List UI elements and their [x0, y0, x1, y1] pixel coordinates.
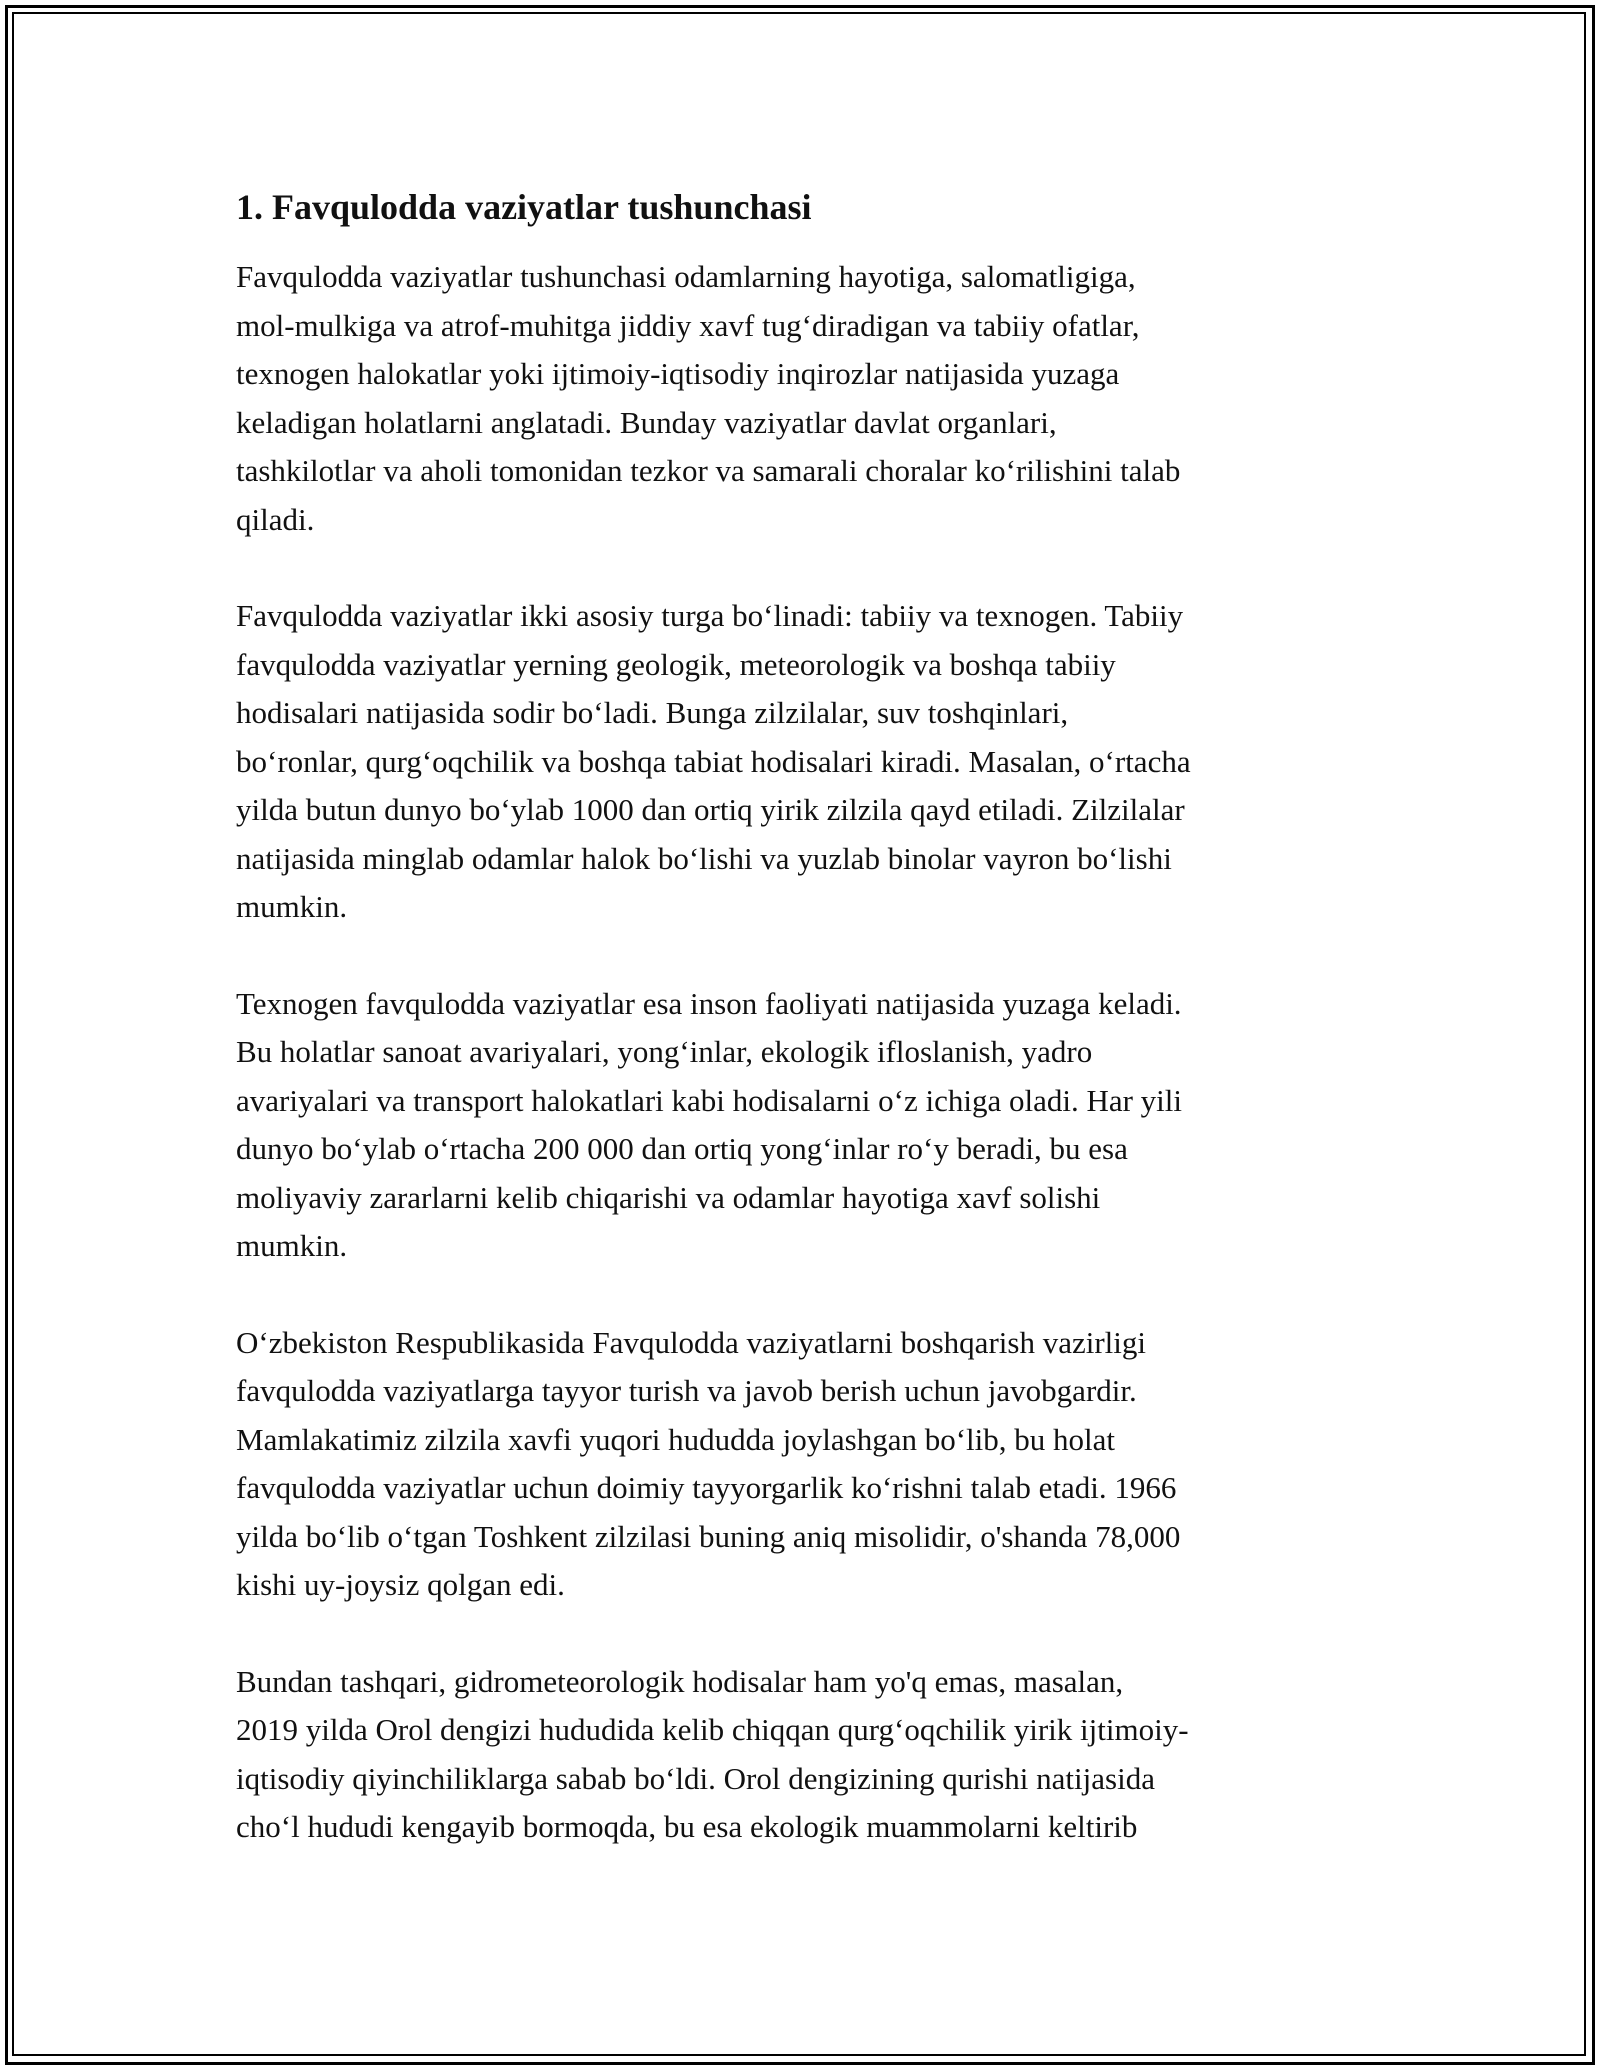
text-line: mumkin.: [236, 889, 348, 925]
text-line: Favqulodda vaziyatlar tushunchasi odamlarning hayotiga, salomatligiga,: [236, 259, 1136, 295]
text-line: Bundan tashqari, gidrometeorologik hodisalar ham yo'q emas, masalan,: [236, 1663, 1124, 1699]
document-body: [236, 186, 1386, 1852]
text-line: favqulodda vaziyatlar uchun doimiy tayyorgarlik ko‘rishni talab etadi. 1966: [236, 1470, 1177, 1506]
section-heading: 1. Favqulodda vaziyatlar tushunchasi: [236, 187, 812, 227]
text-line: favqulodda vaziyatlar yerning geologik, meteorologik va boshqa tabiiy: [236, 646, 1116, 682]
text-line: iqtisodiy qiyinchiliklarga sabab bo‘ldi. Orol dengizining qurishi natijasida: [236, 1760, 1155, 1796]
text-line: bo‘ronlar, qurg‘oqchilik va boshqa tabiat hodisalari kiradi. Masalan, o‘rtacha: [236, 743, 1191, 779]
text-line: cho‘l hududi kengayib bormoqda, bu esa ekologik muammolarni keltirib: [236, 1809, 1138, 1845]
text-line: 2019 yilda Orol dengizi hududida kelib chiqqan qurg‘oqchilik yirik ijtimoiy-: [236, 1712, 1189, 1748]
paragraph-uzbekistan: [236, 1319, 1386, 1610]
text-line: Mamlakatimiz zilzila xavfi yuqori hududda joylashgan bo‘lib, bu holat: [236, 1421, 1115, 1457]
text-line: texnogen halokatlar yoki ijtimoiy-iqtisodiy inqirozlar natijasida yuzaga: [236, 356, 1120, 392]
text-line: keladigan holatlarni anglatadi. Bunday vaziyatlar davlat organlari,: [236, 404, 1057, 440]
text-line: qiladi.: [236, 501, 315, 537]
paragraph-definition: [236, 253, 1386, 544]
text-line: moliyaviy zararlarni kelib chiqarishi va odamlar hayotiga xavf solishi: [236, 1179, 1101, 1215]
text-line: hodisalari natijasida sodir bo‘ladi. Bunga zilzilalar, suv toshqinlari,: [236, 695, 1069, 731]
text-line: Bu holatlar sanoat avariyalari, yong‘inlar, ekologik ifloslanish, yadro: [236, 1034, 1093, 1070]
text-line: mumkin.: [236, 1228, 348, 1264]
text-line: natijasida minglab odamlar halok bo‘lishi va yuzlab binolar vayron bo‘lishi: [236, 840, 1172, 876]
text-line: O‘zbekiston Respublikasida Favqulodda vaziyatlarni boshqarish vazirligi: [236, 1324, 1146, 1360]
paragraph-hydrometeorological: [236, 1658, 1386, 1852]
text-line: yilda butun dunyo bo‘ylab 1000 dan ortiq yirik zilzila qayd etiladi. Zilzilalar: [236, 792, 1185, 828]
text-line: mol-mulkiga va atrof-muhitga jiddiy xavf tug‘diradigan va tabiiy ofatlar,: [236, 307, 1140, 343]
text-line: yilda bo‘lib o‘tgan Toshkent zilzilasi buning aniq misolidir, o'shanda 78,000: [236, 1518, 1181, 1554]
text-line: dunyo bo‘ylab o‘rtacha 200 000 dan ortiq yong‘inlar ro‘y beradi, bu esa: [236, 1131, 1128, 1167]
text-line: Texnogen favqulodda vaziyatlar esa inson faoliyati natijasida yuzaga keladi.: [236, 985, 1182, 1021]
text-line: favqulodda vaziyatlarga tayyor turish va javob berish uchun javobgardir.: [236, 1373, 1137, 1409]
text-line: kishi uy-joysiz qolgan edi.: [236, 1567, 565, 1603]
text-line: tashkilotlar va aholi tomonidan tezkor va samarali choralar ko‘rilishini talab: [236, 453, 1181, 489]
text-line: Favqulodda vaziyatlar ikki asosiy turga bo‘linadi: tabiiy va texnogen. Tabiiy: [236, 598, 1184, 634]
text-line: avariyalari va transport halokatlari kabi hodisalarni o‘z ichiga oladi. Har yili: [236, 1082, 1183, 1118]
paragraph-technogenic: [236, 980, 1386, 1271]
paragraph-types: [236, 592, 1386, 932]
